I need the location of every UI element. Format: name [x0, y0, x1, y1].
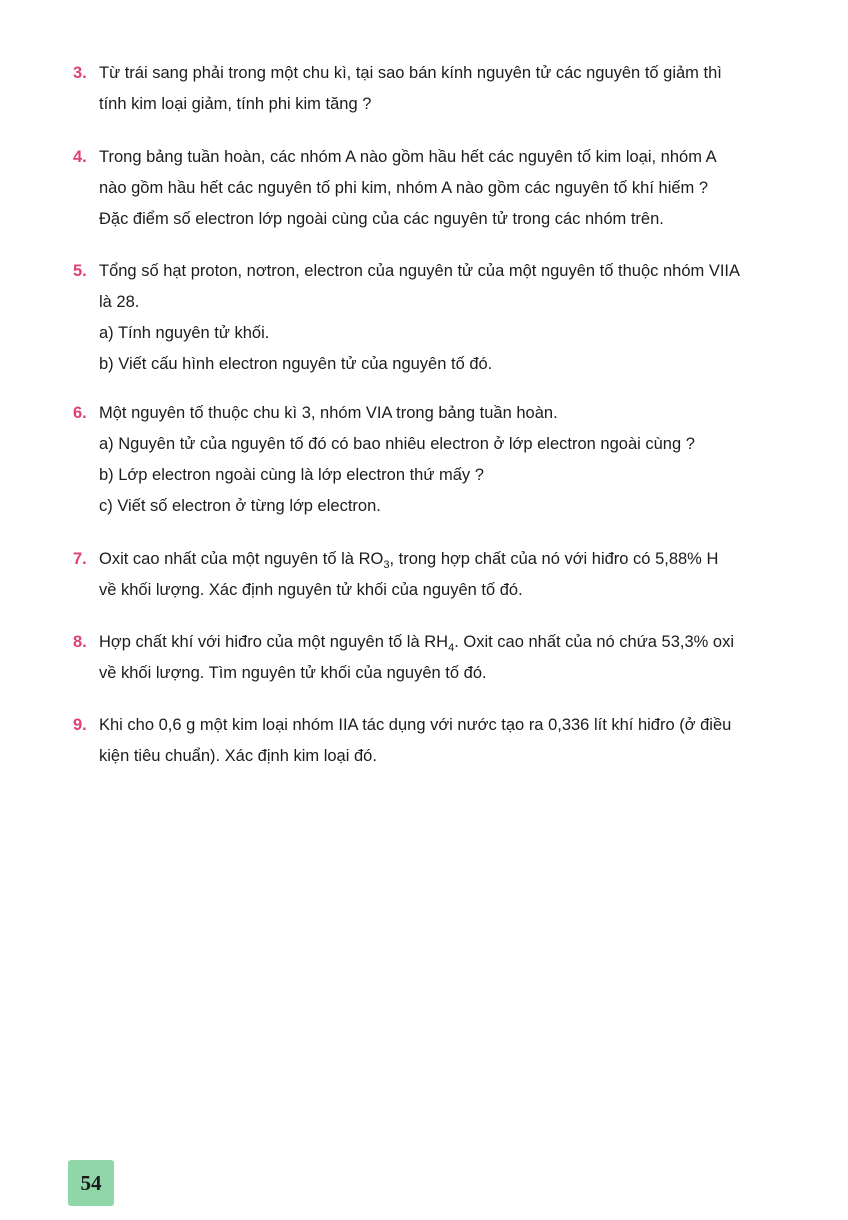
- question-6: [73, 398, 833, 522]
- question-text: Từ trái sang phải trong một chu kì, tại sao bán kính nguyên tử các nguyên tố giảm thì: [99, 64, 722, 82]
- question-text: về khối lượng. Tìm nguyên tử khối của nguyên tố đó.: [99, 664, 487, 682]
- question-number: 5.: [73, 262, 87, 280]
- question-text: Tổng số hạt proton, nơtron, electron của nguyên tử của một nguyên tố thuộc nhóm VIIA: [99, 262, 741, 280]
- question-5: [73, 256, 833, 380]
- question-line: [73, 256, 833, 287]
- question-line: [73, 710, 833, 741]
- question-line: [73, 142, 833, 173]
- question-subpart: c) Viết số electron ở từng lớp electron.: [99, 497, 381, 515]
- question-number: 9.: [73, 716, 87, 734]
- question-text: , trong hợp chất của nó với hiđro có 5,88% H: [389, 550, 719, 568]
- question-line: [73, 398, 833, 429]
- question-3: [73, 58, 833, 120]
- question-subpart: a) Nguyên tử của nguyên tố đó có bao nhiêu electron ở lớp electron ngoài cùng ?: [99, 435, 695, 453]
- question-text: về khối lượng. Xác định nguyên tử khối của nguyên tố đó.: [99, 581, 523, 599]
- question-text: Hợp chất khí với hiđro của một nguyên tố là RH: [99, 633, 449, 651]
- question-number: 6.: [73, 404, 87, 422]
- question-number: 3.: [73, 64, 87, 82]
- question-number: 8.: [73, 633, 87, 651]
- question-line: [73, 627, 833, 658]
- question-text: . Oxit cao nhất của nó chứa 53,3% oxi: [454, 633, 734, 651]
- question-line: [73, 544, 833, 575]
- question-text: kiện tiêu chuẩn). Xác định kim loại đó.: [99, 747, 377, 765]
- question-text: Oxit cao nhất của một nguyên tố là RO: [99, 550, 384, 568]
- page-number: 54: [80, 1170, 102, 1195]
- formula-subscript: 4: [448, 642, 455, 654]
- formula-subscript: 3: [383, 559, 390, 571]
- question-text: Khi cho 0,6 g một kim loại nhóm IIA tác dụng với nước tạo ra 0,336 lít khí hiđro (ở điều: [99, 716, 732, 734]
- question-7: [73, 544, 833, 606]
- question-subpart: b) Lớp electron ngoài cùng là lớp electron thứ mấy ?: [99, 466, 484, 484]
- question-text: Một nguyên tố thuộc chu kì 3, nhóm VIA trong bảng tuần hoàn.: [99, 404, 558, 422]
- question-text: tính kim loại giảm, tính phi kim tăng ?: [99, 95, 372, 113]
- question-4: [73, 142, 833, 235]
- question-number: 4.: [73, 148, 87, 166]
- question-text: là 28.: [99, 293, 140, 311]
- question-text: nào gồm hầu hết các nguyên tố phi kim, nhóm A nào gồm các nguyên tố khí hiếm ?: [99, 179, 709, 197]
- question-subpart: a) Tính nguyên tử khối.: [99, 324, 270, 342]
- question-line: [73, 58, 833, 89]
- question-text: Trong bảng tuần hoàn, các nhóm A nào gồm hầu hết các nguyên tố kim loại, nhóm A: [99, 148, 717, 166]
- question-9: [73, 710, 833, 772]
- question-8: [73, 627, 833, 689]
- page-number-badge: [68, 1160, 114, 1206]
- question-number: 7.: [73, 550, 87, 568]
- question-text: Đặc điểm số electron lớp ngoài cùng của các nguyên tử trong các nhóm trên.: [99, 210, 664, 228]
- question-subpart: b) Viết cấu hình electron nguyên tử của nguyên tố đó.: [99, 355, 493, 373]
